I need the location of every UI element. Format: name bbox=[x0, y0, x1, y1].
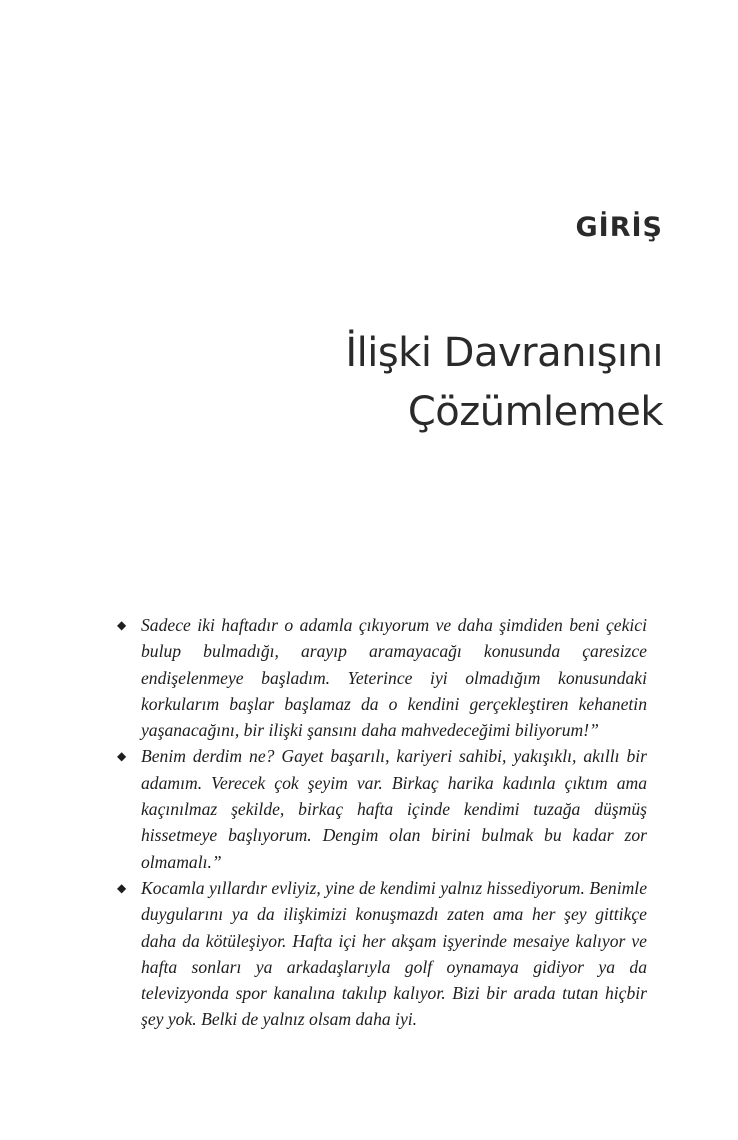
quote-item bbox=[117, 875, 647, 1033]
chapter-title-line-2: Çözümlemek bbox=[407, 389, 663, 435]
quote-item bbox=[117, 612, 647, 743]
quote-text: Sadece iki haftadır o adamla çıkıyorum ve daha şimdiden beni çekici bulup bulmadığı, arayıp aramayacağı konusunda çaresizce endişelenmeye başladım. Yeterince iyi olmadığım konusundaki korkularım başlar başlamaz da o kendini gerçekleştiren kehanetin yaşanacağını, bir ilişki şansını daha mahvedeceğimi biliyorum!” bbox=[141, 615, 647, 741]
chapter-title-line-1: İlişki Davranışını bbox=[345, 330, 663, 376]
quote-item bbox=[117, 743, 647, 874]
section-label: GİRİŞ bbox=[575, 212, 663, 243]
quote-list bbox=[117, 612, 647, 1033]
diamond-bullet-icon: ◆ bbox=[117, 749, 127, 764]
diamond-bullet-icon: ◆ bbox=[117, 880, 127, 895]
diamond-bullet-icon: ◆ bbox=[117, 618, 127, 632]
quote-text: Benim derdim ne? Gayet başarılı, kariyeri sahibi, yakışıklı, akıllı bir adamım. Verecek çok şeyim var. Birkaç harika kadınla çıktım ama kaçınılmaz şekilde, birkaç hafta içinde kendimi tuzağa düşmüş hissetmeye başlıyorum. Dengim olan birini bulmak bu kadar zor olmamalı.” bbox=[141, 746, 647, 872]
chapter-title bbox=[103, 324, 663, 442]
quote-text: Kocamla yıllardır evliyiz, yine de kendimi yalnız hissediyorum. Benimle duygularını ya da ilişkimizi konuşmazdı zaten ama her şey gittikçe daha da kötüleşiyor. Hafta içi her akşam işyerinde mesaiye kalıyor ve hafta sonları ya arkadaşlarıyla golf oynamaya gidiyor ya da televizyonda spor kanalına takılıp kalıyor. Bizi bir arada tutan hiçbir şey yok. Belki de yalnız olsam daha iyi. bbox=[141, 877, 647, 1030]
